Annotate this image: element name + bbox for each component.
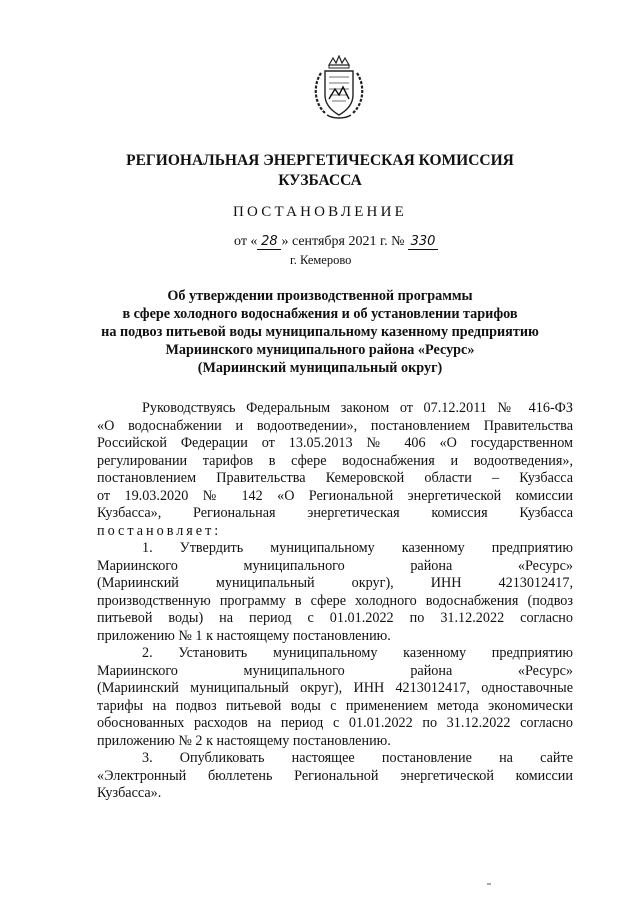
date-day: 28 xyxy=(257,234,281,250)
item-2-line: 2. Установить муниципальному казенному предприятию xyxy=(142,645,573,661)
date-prefix: от « xyxy=(234,234,258,249)
title-line: Об утверждении производственной программы xyxy=(167,288,473,304)
item-1-line: Мариинского муниципального района «Ресурс» xyxy=(97,557,573,574)
document-type: ПОСТАНОВЛЕНИЕ xyxy=(233,204,407,220)
item-2-line: тарифы на подвоз питьевой воды с применением метода экономически xyxy=(97,697,573,714)
document-city: г. Кемерово xyxy=(290,253,352,267)
item-2-line: Мариинского муниципального района «Ресурс» xyxy=(97,662,573,679)
title-line: Мариинского муниципального района «Ресурс» xyxy=(165,342,475,358)
preamble-line: от 19.03.2020 № 142 «О Региональной энергетической комиссии xyxy=(97,487,573,504)
item-3-line: «Электронный бюллетень Региональной энергетической комиссии xyxy=(97,767,573,784)
item-1-line: (Мариинский муниципальный округ), ИНН 4213012417, xyxy=(97,575,573,591)
preamble-line: Российской Федерации от 13.05.2013 № 406 «О государственном xyxy=(97,435,573,451)
item-2-line: (Мариинский муниципальный округ), ИНН 4213012417, одноставочные xyxy=(97,680,573,696)
org-name-line1: РЕГИОНАЛЬНАЯ ЭНЕРГЕТИЧЕСКАЯ КОМИССИЯ xyxy=(126,152,514,169)
title-line: в сфере холодного водоснабжения и об установлении тарифов xyxy=(122,306,518,322)
kuzbass-coat-of-arms-icon xyxy=(311,55,367,121)
preamble-line: Кузбасса», Региональная энергетическая комиссия Кузбасса xyxy=(97,505,573,521)
document-date-line xyxy=(234,234,438,250)
preamble-line: Руководствуясь Федеральным законом от 07.12.2011 № 416-ФЗ xyxy=(142,400,573,416)
item-2-line: приложению № 2 к настоящему постановлению. xyxy=(97,732,391,749)
item-3-line: 3. Опубликовать настоящее постановление на сайте xyxy=(142,750,573,766)
org-name-line2: КУЗБАССА xyxy=(278,172,362,189)
preamble-line: регулировании тарифов в сфере водоснабжения и водоотведения», xyxy=(97,452,573,469)
item-1-line: 1. Утвердить муниципальному казенному предприятию xyxy=(142,540,573,556)
document-body xyxy=(97,400,573,803)
preamble-line: постановлением Правительства Кемеровской области – Кузбасса xyxy=(97,470,573,486)
item-3-line: Кузбасса». xyxy=(97,785,162,801)
item-2-line: обоснованных расходов на период с 01.01.2022 по 31.12.2022 согласно xyxy=(97,715,573,731)
item-1-line: производственную программу в сфере холодного водоснабжения (подвоз xyxy=(97,592,573,609)
preamble-line: «О водоснабжении и водоотведении», постановлением Правительства xyxy=(97,417,573,434)
decides-word: постановляет: xyxy=(97,522,222,539)
title-line: (Мариинский муниципальный округ) xyxy=(197,360,443,376)
item-1-line: питьевой воды) на период с 01.01.2022 по 31.12.2022 согласно xyxy=(97,610,573,626)
document-number: 330 xyxy=(408,234,438,250)
item-1-line: приложению № 1 к настоящему постановлению. xyxy=(97,627,391,644)
scan-speck xyxy=(487,883,491,885)
title-line: на подвоз питьевой воды муниципальному казенному предприятию xyxy=(101,324,539,340)
date-rest: » сентября 2021 г. № xyxy=(281,234,405,249)
